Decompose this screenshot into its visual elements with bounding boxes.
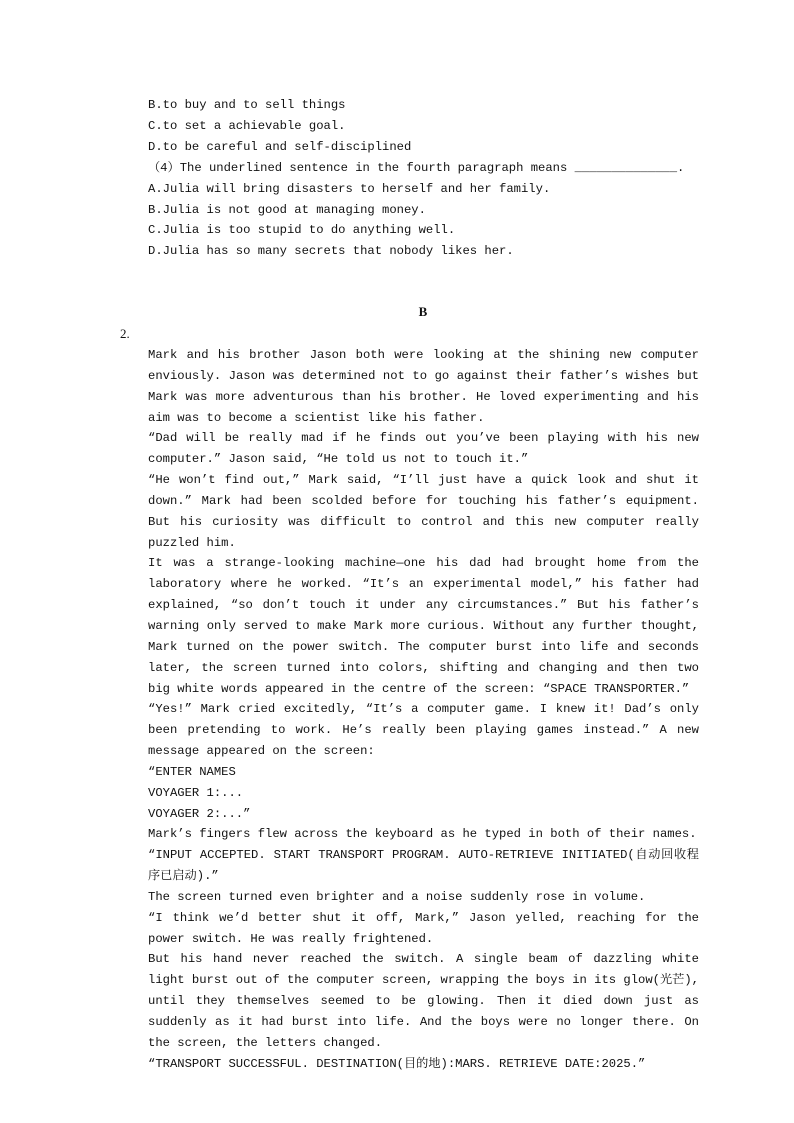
screen-line: “ENTER NAMES — [148, 764, 236, 779]
section-title: B — [418, 304, 428, 319]
paragraph: “Dad will be really mad if he finds out you’ve been playing with his new computer.” Jason said, “He told us not to touch it.” — [148, 431, 699, 467]
option-d: D.Julia has so many secrets that nobody likes her. — [148, 244, 514, 259]
question-number: 2. — [120, 326, 130, 341]
paragraph: Mark and his brother Jason both were looking at the shining new computer enviously. Jason was determined not to go against their father’s wishes but Mark was more adventurous than his brother. He loved experimenting and his aim was to become a scientist like his father. — [148, 348, 699, 425]
paragraph: Mark’s fingers flew across the keyboard as he typed in both of their names. — [148, 827, 697, 842]
answer-options-block — [148, 95, 708, 262]
paragraph: “I think we’d better shut it off, Mark,” Jason yelled, reaching for the power switch. He was really frightened. — [148, 910, 699, 946]
paragraph: “He won’t find out,” Mark said, “I’ll just have a quick look and shut it down.” Mark had been scolded before for touching his father’s equipment. But his curiosity was difficult to control and this new computer really puzzled him. — [148, 473, 699, 550]
paragraph: The screen turned even brighter and a noise suddenly rose in volume. — [148, 889, 646, 904]
paragraph: It was a strange-looking machine—one his dad had brought home from the laboratory where he worked. “It’s an experimental model,” his father had explained, “so don’t touch it under any circumstances.” But his father’s warning only served to make Mark more curious. Without any further thought, Mark turned on the power switch. The computer burst into life and seconds later, the screen turned into colors, shifting and changing and then two big white words appeared in the centre of the screen: “SPACE TRANSPORTER.” — [148, 556, 699, 696]
screen-line: VOYAGER 1:... — [148, 785, 244, 800]
option-b: B.Julia is not good at managing money. — [148, 202, 426, 217]
screen-line: VOYAGER 2:...” — [148, 806, 251, 821]
option-c: C.Julia is too stupid to do anything well. — [148, 223, 456, 238]
option-c: C.to set a achievable goal. — [148, 118, 346, 133]
paragraph: But his hand never reached the switch. A single beam of dazzling white light burst out of the computer screen, wrapping the boys in its glow(光芒), until they themselves seemed to be glowing. Then it died down just as suddenly as it had burst into life. And the boys were no longer there. On the screen, the letters changed. — [148, 952, 699, 1050]
reading-passage — [148, 345, 699, 1075]
paragraph: “TRANSPORT SUCCESSFUL. DESTINATION(目的地):MARS. RETRIEVE DATE:2025.” — [148, 1056, 646, 1071]
question-4: （4）The underlined sentence in the fourth paragraph means ______________. — [148, 160, 685, 175]
paragraph: “Yes!” Mark cried excitedly, “It’s a computer game. I knew it! Dad’s only been pretending to work. He’s really been playing games instead.” A new message appeared on the screen: — [148, 702, 699, 759]
option-a: A.Julia will bring disasters to herself and her family. — [148, 181, 551, 196]
paragraph: “INPUT ACCEPTED. START TRANSPORT PROGRAM. AUTO-RETRIEVE INITIATED(自动回收程序已启动).” — [148, 848, 699, 884]
option-b: B.to buy and to sell things — [148, 98, 346, 112]
option-d: D.to be careful and self-disciplined — [148, 139, 412, 154]
